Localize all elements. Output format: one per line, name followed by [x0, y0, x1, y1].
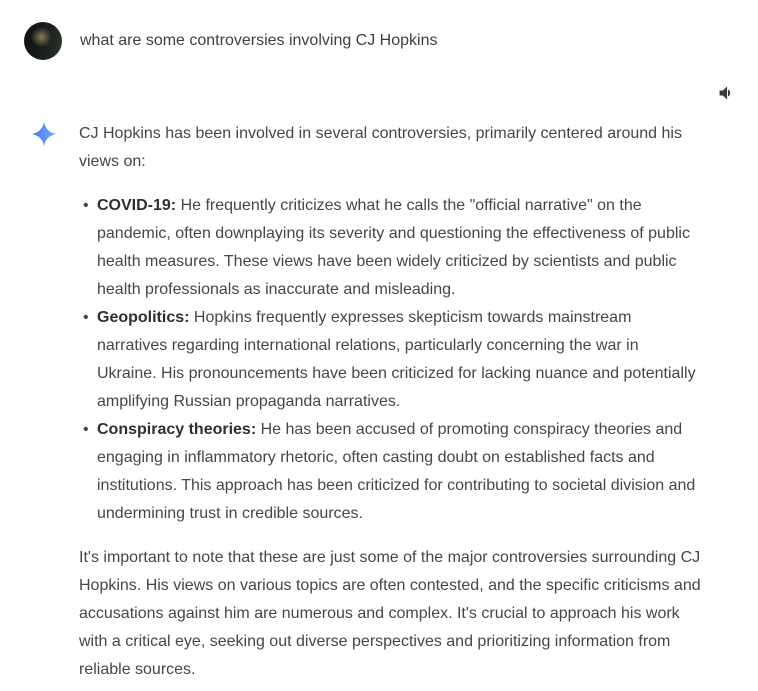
- gemini-sparkle-icon: [32, 122, 56, 146]
- user-question-text: what are some controversies involving CJ Hopkins: [80, 32, 438, 49]
- speaker-icon[interactable]: [715, 84, 735, 102]
- response-outro: It's important to note that these are just some of the major controversies surrounding CJ Hopkins. His views on various topics are often contested, and the specific criticisms and accusations against him are numerous and complex. It's crucial to approach his work with a critical eye, seeking out diverse perspectives and prioritizing information from reliable sources.: [79, 549, 701, 678]
- tts-row: [0, 60, 758, 102]
- bullet-text: He frequently criticizes what he calls the "official narrative" on the pandemic, often downplaying its severity and questioning the effectiveness of public health measures. These views have been widely criticized by scientists and public health professionals as inaccurate and misleading.: [97, 197, 690, 298]
- user-message-row: [0, 0, 758, 60]
- bullet-label: COVID-19:: [97, 197, 177, 214]
- bullet-label: Geopolitics:: [97, 309, 190, 326]
- list-item-covid: [79, 192, 701, 304]
- list-item-geopolitics: [79, 304, 701, 416]
- user-avatar: [24, 22, 62, 60]
- assistant-response: [79, 120, 701, 684]
- list-item-conspiracy: [79, 416, 701, 528]
- response-intro: CJ Hopkins has been involved in several controversies, primarily centered around his views on:: [79, 125, 682, 170]
- controversies-list: [79, 192, 701, 528]
- assistant-message-row: [0, 102, 758, 684]
- bullet-label: Conspiracy theories:: [97, 421, 257, 438]
- bullet-text: He has been accused of promoting conspiracy theories and engaging in inflammatory rhetoric, often casting doubt on established facts and institutions. This approach has been criticized for contributing to societal division and undermining trust in credible sources.: [97, 421, 696, 522]
- bullet-text: Hopkins frequently expresses skepticism towards mainstream narratives regarding international relations, particularly concerning the war in Ukraine. His pronouncements have been criticized for lacking nuance and potentially amplifying Russian propaganda narratives.: [97, 309, 696, 410]
